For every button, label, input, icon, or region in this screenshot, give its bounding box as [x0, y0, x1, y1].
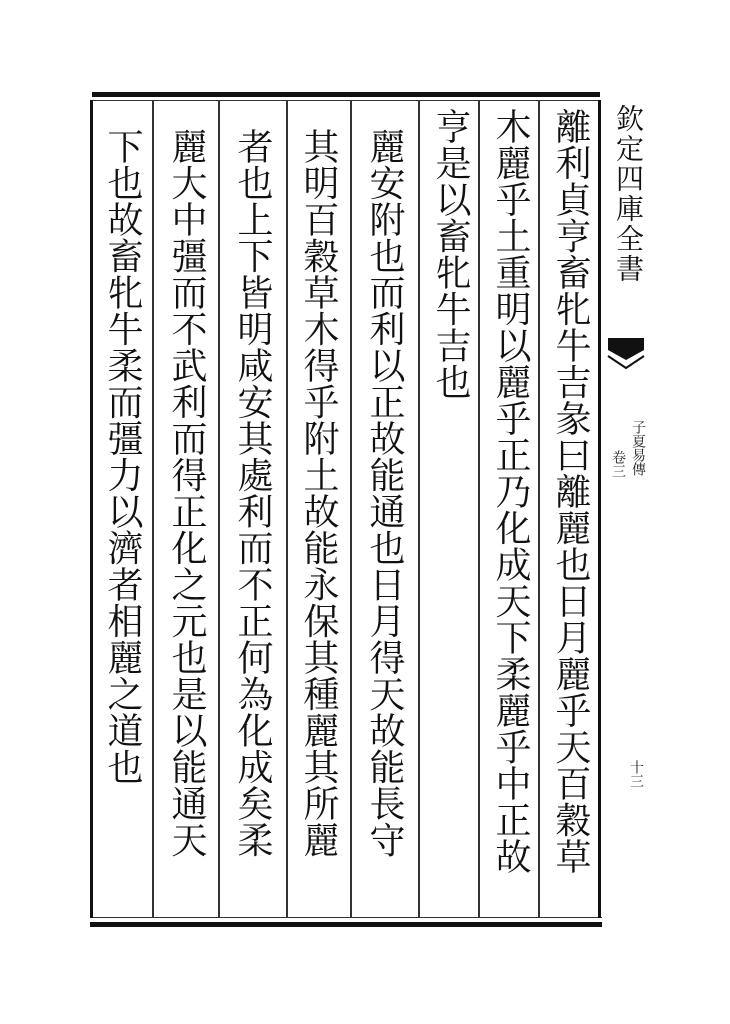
column-rule-2	[478, 100, 480, 918]
left-frame-line	[90, 100, 93, 918]
column-rule-3	[418, 100, 420, 918]
text-column-8: 下也故畜牝牛柔而彊力以濟者相麗之道也	[102, 128, 143, 785]
margin-volume: 卷三	[610, 450, 626, 478]
margin-book-title: 子夏易傳	[630, 420, 646, 476]
margin-page-number: 十三	[628, 760, 644, 788]
column-rule-7	[152, 100, 154, 918]
text-column-6: 者也上下皆明咸安其處利而不正何為化成矣柔	[232, 128, 273, 858]
text-column-1: 離利貞亨畜牝牛吉彖曰離麗也日月麗乎天百穀草	[550, 108, 591, 875]
bottom-border	[90, 922, 602, 927]
text-column-7: 麗大中彊而不武利而得正化之元也是以能通天	[166, 128, 207, 858]
top-border	[92, 92, 600, 97]
column-rule-6	[218, 100, 220, 918]
text-column-3: 亨是以畜牝牛吉也	[430, 108, 471, 400]
bottom-border-inner	[90, 917, 602, 918]
text-column-5: 其明百穀草木得乎附土故能永保其種麗其所麗	[298, 128, 339, 858]
margin-title: 欽定四庫全書	[612, 104, 645, 284]
text-column-4: 麗安附也而利以正故能通也日月得天故能長守	[364, 128, 405, 858]
fishtail-ornament-icon	[606, 336, 646, 370]
column-rule-5	[286, 100, 288, 918]
top-border-inner	[92, 100, 600, 101]
column-rule-4	[350, 100, 352, 918]
text-column-2: 木麗乎土重明以麗乎正乃化成天下柔麗乎中正故	[490, 108, 531, 875]
right-frame-line	[598, 100, 601, 918]
column-rule-1	[538, 100, 540, 918]
